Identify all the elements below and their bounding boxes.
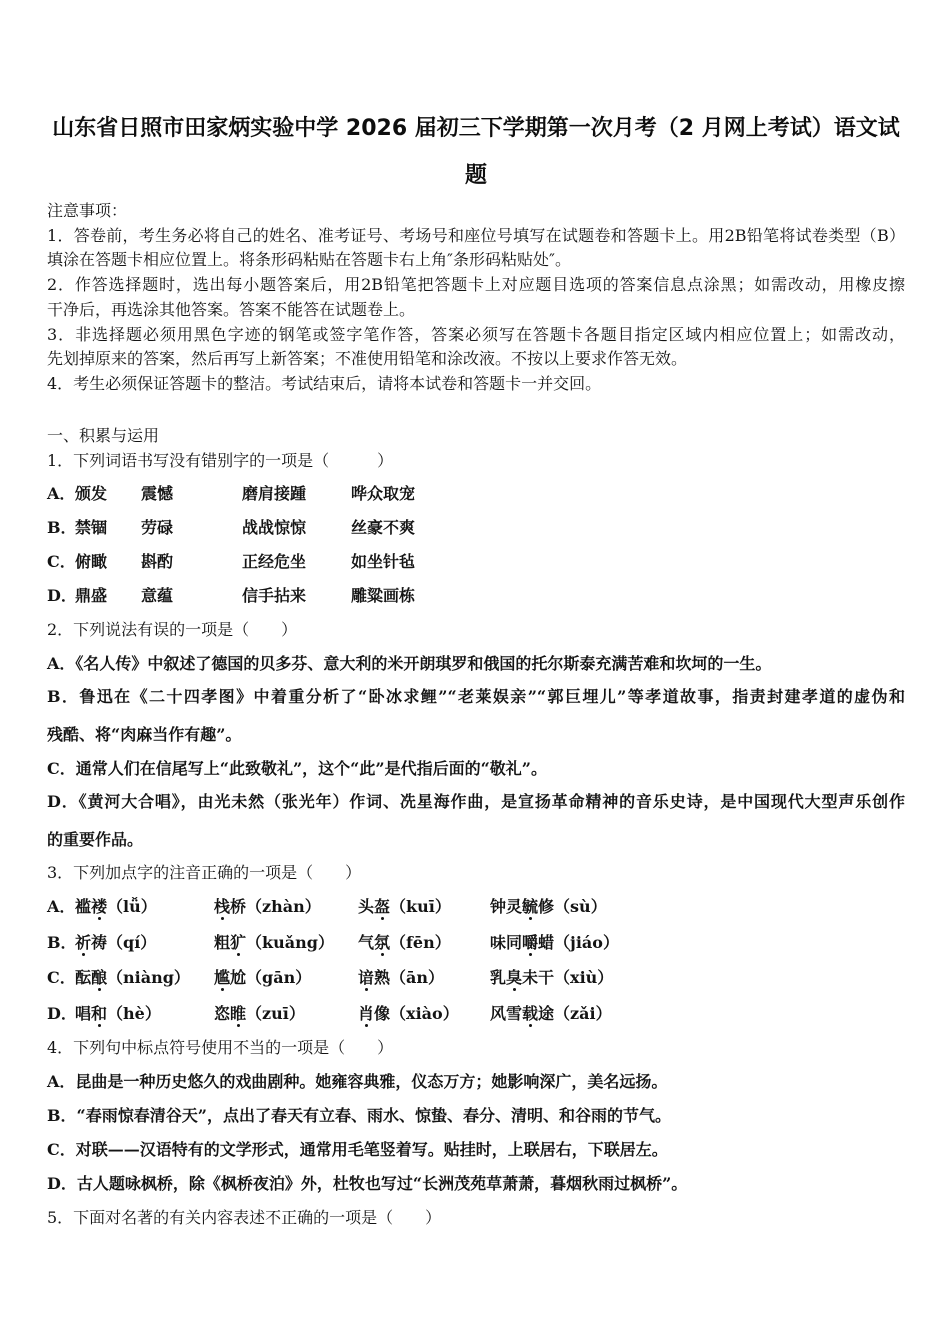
instruction-line: 4．考生必须保证答题卡的整洁。考试结束后，请将本试卷和答题卡一并交回。 bbox=[47, 373, 602, 393]
option-word: 雕粱画栋 bbox=[351, 586, 416, 606]
option-letter: B． bbox=[47, 932, 77, 952]
pinyin-item bbox=[490, 889, 905, 925]
dotted-character: 谙 bbox=[358, 968, 375, 988]
pinyin-item bbox=[75, 996, 214, 1032]
pinyin-item bbox=[214, 925, 358, 961]
item-prefix: 风雪 bbox=[490, 1003, 523, 1023]
instruction-item-2 bbox=[47, 273, 905, 322]
item-prefix: 酝 bbox=[75, 968, 92, 988]
item-pinyin: （gān） bbox=[246, 968, 312, 988]
item-pinyin: （xiào） bbox=[390, 1003, 459, 1023]
item-pinyin: （zǎi） bbox=[554, 1003, 612, 1023]
item-pinyin: （sù） bbox=[554, 897, 607, 917]
item-pinyin: （hè） bbox=[107, 1003, 161, 1023]
dotted-character: 犷 bbox=[230, 932, 247, 952]
dotted-character: 栈 bbox=[214, 897, 231, 917]
item-prefix: 头 bbox=[358, 897, 375, 917]
q1-option-c bbox=[47, 545, 905, 579]
option-word: 如坐针毡 bbox=[351, 552, 416, 572]
pinyin-item bbox=[490, 996, 905, 1032]
instruction-line: 3．非选择题必须用黑色字迹的钢笔或签字笔作答，答案必须写在答题卡各题目指定区域内相应位置上；如需改动， bbox=[47, 324, 905, 344]
option-letter: C． bbox=[47, 968, 76, 988]
option-letter: D． bbox=[47, 586, 77, 606]
option-letter: B． bbox=[47, 687, 80, 707]
option-text-line: 《黄河大合唱》，由光未然（张光年）作词、冼星海作曲，是宣扬革命精神的音乐史诗，是中国现代大型声乐创作 bbox=[78, 792, 905, 812]
instructions-heading: 注意事项： bbox=[47, 201, 128, 220]
item-suffix: 桥 bbox=[230, 897, 247, 917]
option-word: 禁锢 bbox=[75, 518, 108, 538]
dotted-character: 毓 bbox=[522, 897, 539, 917]
question-3-stem: 3．下列加点字的注音正确的一项是（ ） bbox=[47, 863, 362, 883]
option-word: 劳碌 bbox=[141, 518, 174, 538]
pinyin-item bbox=[75, 889, 214, 925]
option-letter: A． bbox=[47, 484, 76, 504]
item-prefix: 乳 bbox=[490, 968, 507, 988]
item-suffix: 祷 bbox=[91, 932, 108, 952]
pinyin-item bbox=[75, 925, 214, 961]
option-letter: D． bbox=[47, 1003, 77, 1023]
item-pinyin: （zhàn） bbox=[246, 897, 321, 917]
option-text-line: 的重要作品。 bbox=[47, 830, 144, 850]
option-text: 古人题咏枫桥，除《枫桥夜泊》外，杜牧也写过“长洲茂苑草萧萧，暮烟秋雨过枫桥”。 bbox=[76, 1174, 688, 1194]
item-pinyin: （kuī） bbox=[390, 897, 451, 917]
item-prefix: 褴 bbox=[75, 897, 92, 917]
option-letter: C． bbox=[47, 1140, 76, 1160]
option-word: 鼎盛 bbox=[75, 586, 108, 606]
option-text: 通常人们在信尾写上“此致敬礼”，这个“此”是代指后面的“敬礼”。 bbox=[75, 759, 547, 779]
instruction-item-4 bbox=[47, 372, 905, 397]
dotted-character: 嚼 bbox=[522, 932, 539, 952]
item-pinyin: （ān） bbox=[390, 968, 445, 988]
item-suffix: 蜡 bbox=[538, 932, 555, 952]
option-letter: C． bbox=[47, 552, 76, 572]
option-line bbox=[47, 821, 905, 859]
exam-title-line-2: 题 bbox=[464, 163, 487, 188]
dotted-character: 臭 bbox=[506, 968, 523, 988]
item-prefix: 钟灵 bbox=[490, 897, 523, 917]
instruction-line: 2．作答选择题时，选出每小题答案后，用2B铅笔把答题卡上对应题目选项的答案信息点涂黑；如需改动，用橡皮擦 bbox=[47, 275, 905, 295]
option-word: 正经危坐 bbox=[242, 552, 307, 572]
q2-option-d bbox=[47, 783, 905, 859]
option-word: 磨肩接踵 bbox=[242, 484, 307, 504]
item-suffix: 熟 bbox=[374, 968, 391, 988]
q3-option-c bbox=[47, 960, 905, 996]
q4-option-b bbox=[47, 1099, 905, 1133]
pinyin-item bbox=[358, 960, 490, 996]
option-line bbox=[47, 716, 905, 754]
exam-instructions bbox=[47, 199, 905, 397]
option-line bbox=[47, 678, 905, 716]
question-2-stem: 2．下列说法有误的一项是（ ） bbox=[47, 620, 298, 640]
q4-option-d bbox=[47, 1167, 905, 1201]
q1-option-a bbox=[47, 477, 905, 511]
option-word: 颁发 bbox=[75, 484, 108, 504]
item-suffix: 途 bbox=[538, 1003, 555, 1023]
option-word: 俯瞰 bbox=[75, 552, 108, 572]
option-text: 《名人传》中叙述了德国的贝多芬、意大利的米开朗琪罗和俄国的托尔斯泰充满苦难和坎坷的一生。 bbox=[75, 654, 772, 674]
instruction-line: 填涂在答题卡相应位置上。将条形码粘贴在答题卡右上角″条形码粘贴处″。 bbox=[47, 250, 571, 270]
q3-option-a bbox=[47, 889, 905, 925]
option-line bbox=[47, 783, 905, 821]
question-1-options bbox=[47, 477, 905, 613]
dotted-character: 酿 bbox=[91, 968, 108, 988]
option-letter: B． bbox=[47, 518, 77, 538]
item-prefix: 恣 bbox=[214, 1003, 231, 1023]
dotted-character: 祈 bbox=[75, 932, 92, 952]
instruction-item-1 bbox=[47, 224, 905, 273]
question-5-stem: 5．下面对名著的有关内容表述不正确的一项是（ ） bbox=[47, 1208, 442, 1228]
option-letter: A． bbox=[47, 897, 76, 917]
item-suffix: 修 bbox=[538, 897, 555, 917]
option-word: 战战惊惊 bbox=[242, 518, 307, 538]
q3-option-b bbox=[47, 925, 905, 961]
option-letter: A． bbox=[47, 1072, 76, 1092]
item-pinyin: （qí） bbox=[107, 932, 157, 952]
exam-title-line-1: 山东省日照市田家炳实验中学 2026 届初三下学期第一次月考（2 月网上考试）语文试 bbox=[52, 116, 900, 141]
item-suffix: 尬 bbox=[230, 968, 247, 988]
instruction-line: 干净后，再选涂其他答案。答案不能答在试题卷上。 bbox=[47, 299, 416, 319]
exam-title bbox=[47, 105, 905, 199]
dotted-character: 载 bbox=[522, 1003, 539, 1023]
item-prefix: 粗 bbox=[214, 932, 231, 952]
dotted-character: 盔 bbox=[374, 897, 391, 917]
pinyin-item bbox=[358, 889, 490, 925]
item-suffix: 未干 bbox=[522, 968, 555, 988]
option-letter: B． bbox=[47, 1106, 77, 1126]
instruction-line: 先划掉原来的答案，然后再写上新答案；不准使用铅笔和涂改液。不按以上要求作答无效。 bbox=[47, 349, 688, 369]
option-word: 丝豪不爽 bbox=[351, 518, 416, 538]
option-text: 对联——汉语特有的文学形式，通常用毛笔竖着写。贴挂时，上联居右，下联居左。 bbox=[75, 1140, 668, 1160]
item-prefix: 唱 bbox=[75, 1003, 92, 1023]
option-text-line: 鲁迅在《二十四孝图》中着重分析了“卧冰求鲤”“老莱娱亲”“郭巨埋儿”等孝道故事，指责封建孝道的虚伪和 bbox=[79, 687, 905, 707]
option-letter: A． bbox=[47, 654, 76, 674]
option-letter: D． bbox=[47, 1174, 77, 1194]
item-pinyin: （fēn） bbox=[390, 932, 451, 952]
dotted-character: 褛 bbox=[91, 897, 108, 917]
item-pinyin: （xiù） bbox=[554, 968, 614, 988]
pinyin-item bbox=[358, 996, 490, 1032]
option-word: 震憾 bbox=[141, 484, 174, 504]
q1-option-b bbox=[47, 511, 905, 545]
option-letter: D． bbox=[47, 792, 79, 812]
question-4-stem: 4．下列句中标点符号使用不当的一项是（ ） bbox=[47, 1038, 394, 1058]
dotted-character: 氛 bbox=[374, 932, 391, 952]
q1-option-d bbox=[47, 579, 905, 613]
exam-content bbox=[47, 105, 905, 1235]
pinyin-item bbox=[214, 960, 358, 996]
q2-option-a bbox=[47, 647, 905, 681]
item-prefix: 气 bbox=[358, 932, 375, 952]
dotted-character: 和 bbox=[91, 1003, 108, 1023]
item-suffix: 像 bbox=[374, 1003, 391, 1023]
item-pinyin: （jiáo） bbox=[554, 932, 619, 952]
dotted-character: 睢 bbox=[230, 1003, 247, 1023]
q4-option-a bbox=[47, 1065, 905, 1099]
option-word: 信手拈来 bbox=[242, 586, 307, 606]
instruction-item-3 bbox=[47, 323, 905, 372]
pinyin-item bbox=[490, 925, 905, 961]
pinyin-item bbox=[358, 925, 490, 961]
option-text: “春雨惊春清谷天”，点出了春天有立春、雨水、惊蛰、春分、清明、和谷雨的节气。 bbox=[76, 1106, 671, 1126]
dotted-character: 尴 bbox=[214, 968, 231, 988]
option-word: 斟酌 bbox=[141, 552, 174, 572]
q4-option-c bbox=[47, 1133, 905, 1167]
item-pinyin: （niàng） bbox=[107, 968, 190, 988]
pinyin-item bbox=[490, 960, 905, 996]
option-text: 昆曲是一种历史悠久的戏曲剧种。她雍容典雅，仪态万方；她影响深广，美名远扬。 bbox=[75, 1072, 668, 1092]
pinyin-item bbox=[75, 960, 214, 996]
item-pinyin: （zuī） bbox=[246, 1003, 305, 1023]
option-word: 哗众取宠 bbox=[351, 484, 416, 504]
q3-option-d bbox=[47, 996, 905, 1032]
q2-option-b bbox=[47, 678, 905, 754]
q2-option-c bbox=[47, 752, 905, 786]
item-pinyin: （lǚ） bbox=[107, 897, 157, 917]
instruction-line: 1．答卷前，考生务必将自己的姓名、准考证号、考场号和座位号填写在试题卷和答题卡上。用2B铅笔将试卷类型（B） bbox=[47, 225, 905, 245]
pinyin-item bbox=[214, 996, 358, 1032]
option-text-line: 残酷、将“肉麻当作有趣”。 bbox=[47, 725, 242, 745]
item-pinyin: （kuǎng） bbox=[246, 932, 334, 952]
question-1-stem: 1．下列词语书写没有错别字的一项是（ ） bbox=[47, 451, 394, 471]
item-prefix: 味同 bbox=[490, 932, 523, 952]
option-letter: C． bbox=[47, 759, 76, 779]
option-word: 意蕴 bbox=[141, 586, 174, 606]
section-heading: 一、积累与运用 bbox=[47, 426, 160, 446]
dotted-character: 肖 bbox=[358, 1003, 375, 1023]
pinyin-item bbox=[214, 889, 358, 925]
question-3-options bbox=[47, 889, 905, 1031]
